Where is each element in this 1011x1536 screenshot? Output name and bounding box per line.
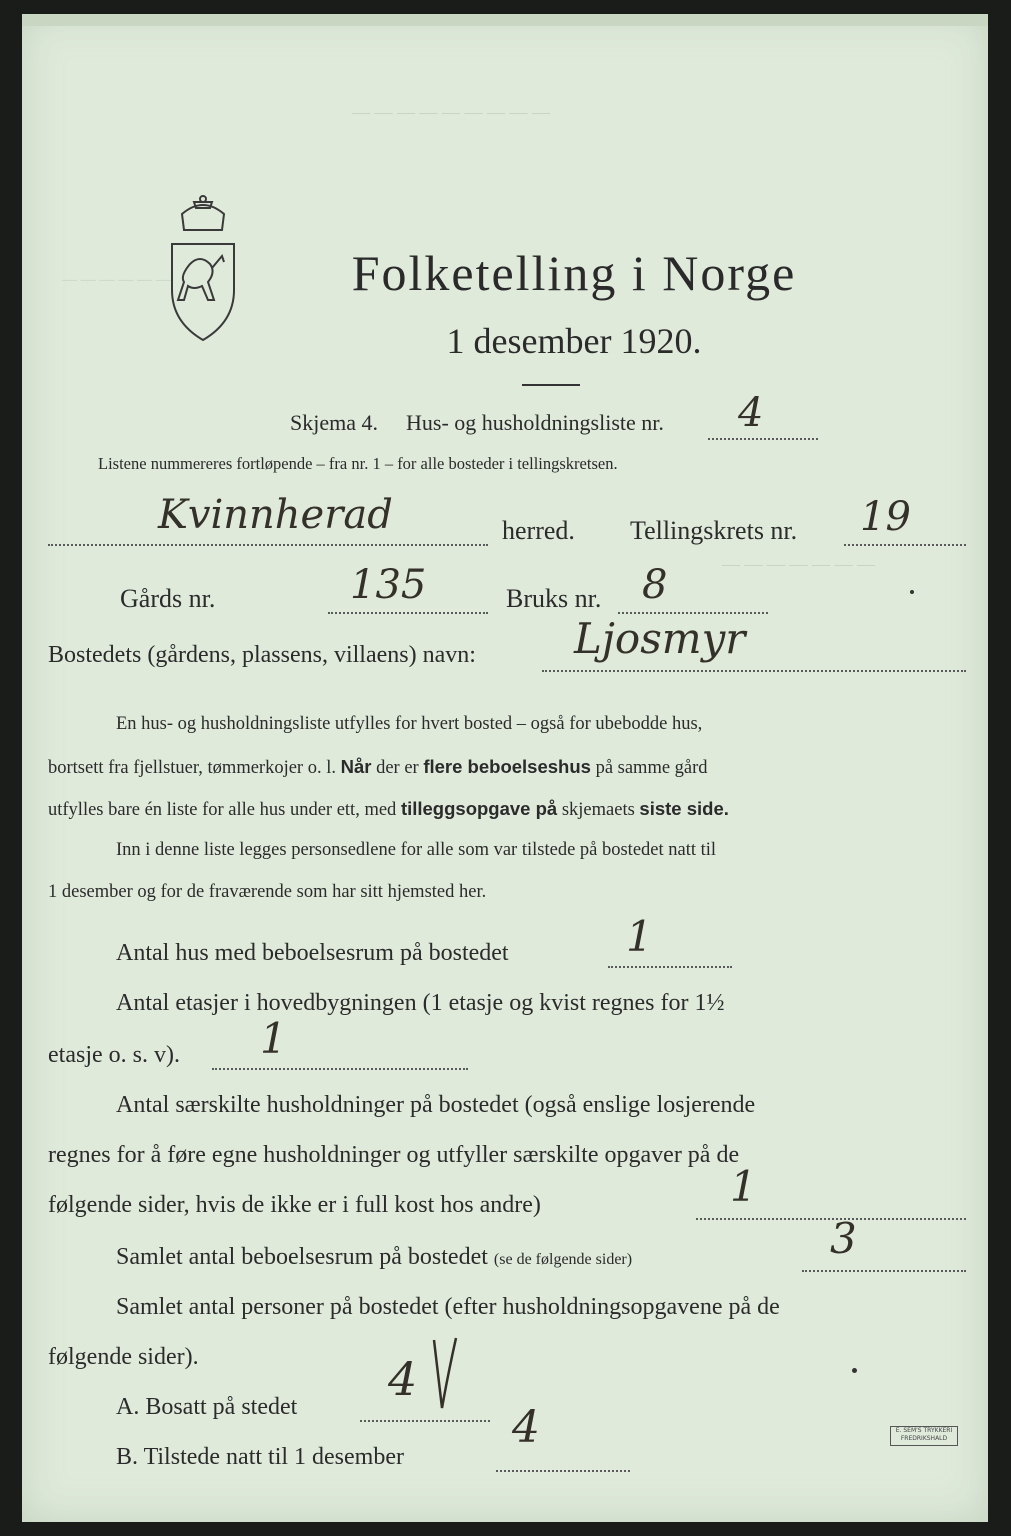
instruction-line: bortsett fra fjellstuer, tømmerkojer o. l. Når der er flere beboelseshus på samme gård (48, 756, 708, 778)
instruction-line: 1 desember og for de fraværende som har sitt hjemsted her. (48, 882, 487, 902)
numbering-note: Listene nummereres fortløpende – fra nr. 1 – for alle bosteder i tellingskretsen. (98, 454, 618, 473)
norway-coat-of-arms-icon (164, 194, 242, 344)
hus-field[interactable] (608, 966, 732, 968)
instruction-line: Inn i denne liste legges personsedlene for alle som var tilstede på bostedet natt til (116, 840, 717, 860)
beboelsesrum-field[interactable] (802, 1270, 966, 1272)
etasjer-field[interactable] (212, 1068, 468, 1070)
list-number-label: Hus- og husholdningsliste nr. (406, 410, 664, 435)
husholdninger-label: Antal særskilte husholdninger på bostedet (også enslige losjerende (116, 1092, 756, 1118)
personer-label: Samlet antal personer på bostedet (efter husholdningsopgavene på de (116, 1294, 780, 1320)
hus-label: Antal hus med beboelsesrum på bostedet (116, 940, 509, 966)
tellingskrets-label: Tellingskrets nr. (630, 516, 798, 545)
title-divider (522, 384, 580, 386)
tellingskrets-field[interactable] (844, 544, 966, 546)
list-number-field[interactable] (708, 438, 818, 440)
tilstede-field[interactable] (496, 1470, 630, 1472)
etasjer-label: Antal etasjer i hovedbygningen (1 etasje og kvist regnes for 1½ (116, 990, 725, 1016)
herred-label: herred. (502, 516, 575, 545)
bruks-label: Bruks nr. (506, 584, 602, 613)
top-edge (22, 14, 988, 26)
tilstede-label: B. Tilstede natt til 1 desember (116, 1444, 404, 1470)
tilstede-value: 4 (512, 1402, 540, 1453)
list-number-value: 4 (738, 390, 764, 436)
instruction-line: En hus- og husholdningsliste utfylles for hvert bosted – også for ubebodde hus, (116, 714, 703, 734)
census-form-page (22, 14, 988, 1522)
bleed-through-text: — — — — — — — — — (352, 102, 550, 122)
personer-label-cont: følgende sider). (48, 1344, 199, 1370)
ink-dot (852, 1368, 857, 1373)
husholdninger-label-cont: følgende sider, hvis de ikke er i full kost hos andre) (48, 1192, 541, 1218)
bosted-value: Ljosmyr (574, 614, 746, 663)
gards-field[interactable] (328, 612, 488, 614)
check-mark-icon (430, 1334, 460, 1414)
tellingskrets-value: 19 (860, 494, 911, 540)
form-title: Folketelling i Norge (351, 245, 797, 301)
husholdninger-label-cont: regnes for å føre egne husholdninger og utfyller særskilte opgaver på de (48, 1142, 740, 1168)
etasjer-value: 1 (260, 1014, 287, 1063)
bosatt-field[interactable] (360, 1420, 490, 1422)
schema-label: Skjema 4. (290, 410, 378, 435)
bosatt-label: A. Bosatt på stedet (116, 1394, 298, 1420)
gards-label: Gårds nr. (120, 584, 216, 613)
instruction-line: utfylles bare én liste for alle hus under ett, med tilleggsopgave på skjemaets siste side. (48, 798, 729, 820)
printer-stamp: E. SEM'S TRYKKERI FREDRIKSHALD (890, 1426, 958, 1446)
beboelsesrum-label: Samlet antal beboelsesrum på bostedet (se de følgende sider) (116, 1244, 633, 1270)
ink-dot (910, 590, 914, 594)
hus-value: 1 (626, 912, 653, 961)
gards-value: 135 (350, 562, 427, 608)
etasjer-label-cont: etasje o. s. v). (48, 1042, 180, 1068)
beboelsesrum-note: (se de følgende sider) (493, 1251, 633, 1268)
bosted-field[interactable] (542, 670, 966, 672)
husholdninger-value: 1 (730, 1162, 757, 1211)
bleed-through-text: — — — — — — (62, 272, 171, 288)
census-date: 1 desember 1920. (446, 321, 702, 361)
herred-field[interactable] (48, 544, 488, 546)
bruks-value: 8 (642, 562, 668, 608)
beboelsesrum-value: 3 (830, 1214, 857, 1263)
bosatt-value: 4 (388, 1352, 418, 1406)
bleed-through-text: — — — — — — — (722, 554, 875, 574)
bosted-label: Bostedets (gårdens, plassens, villaens) navn: (48, 642, 476, 668)
herred-value: Kvinnherad (158, 492, 393, 538)
